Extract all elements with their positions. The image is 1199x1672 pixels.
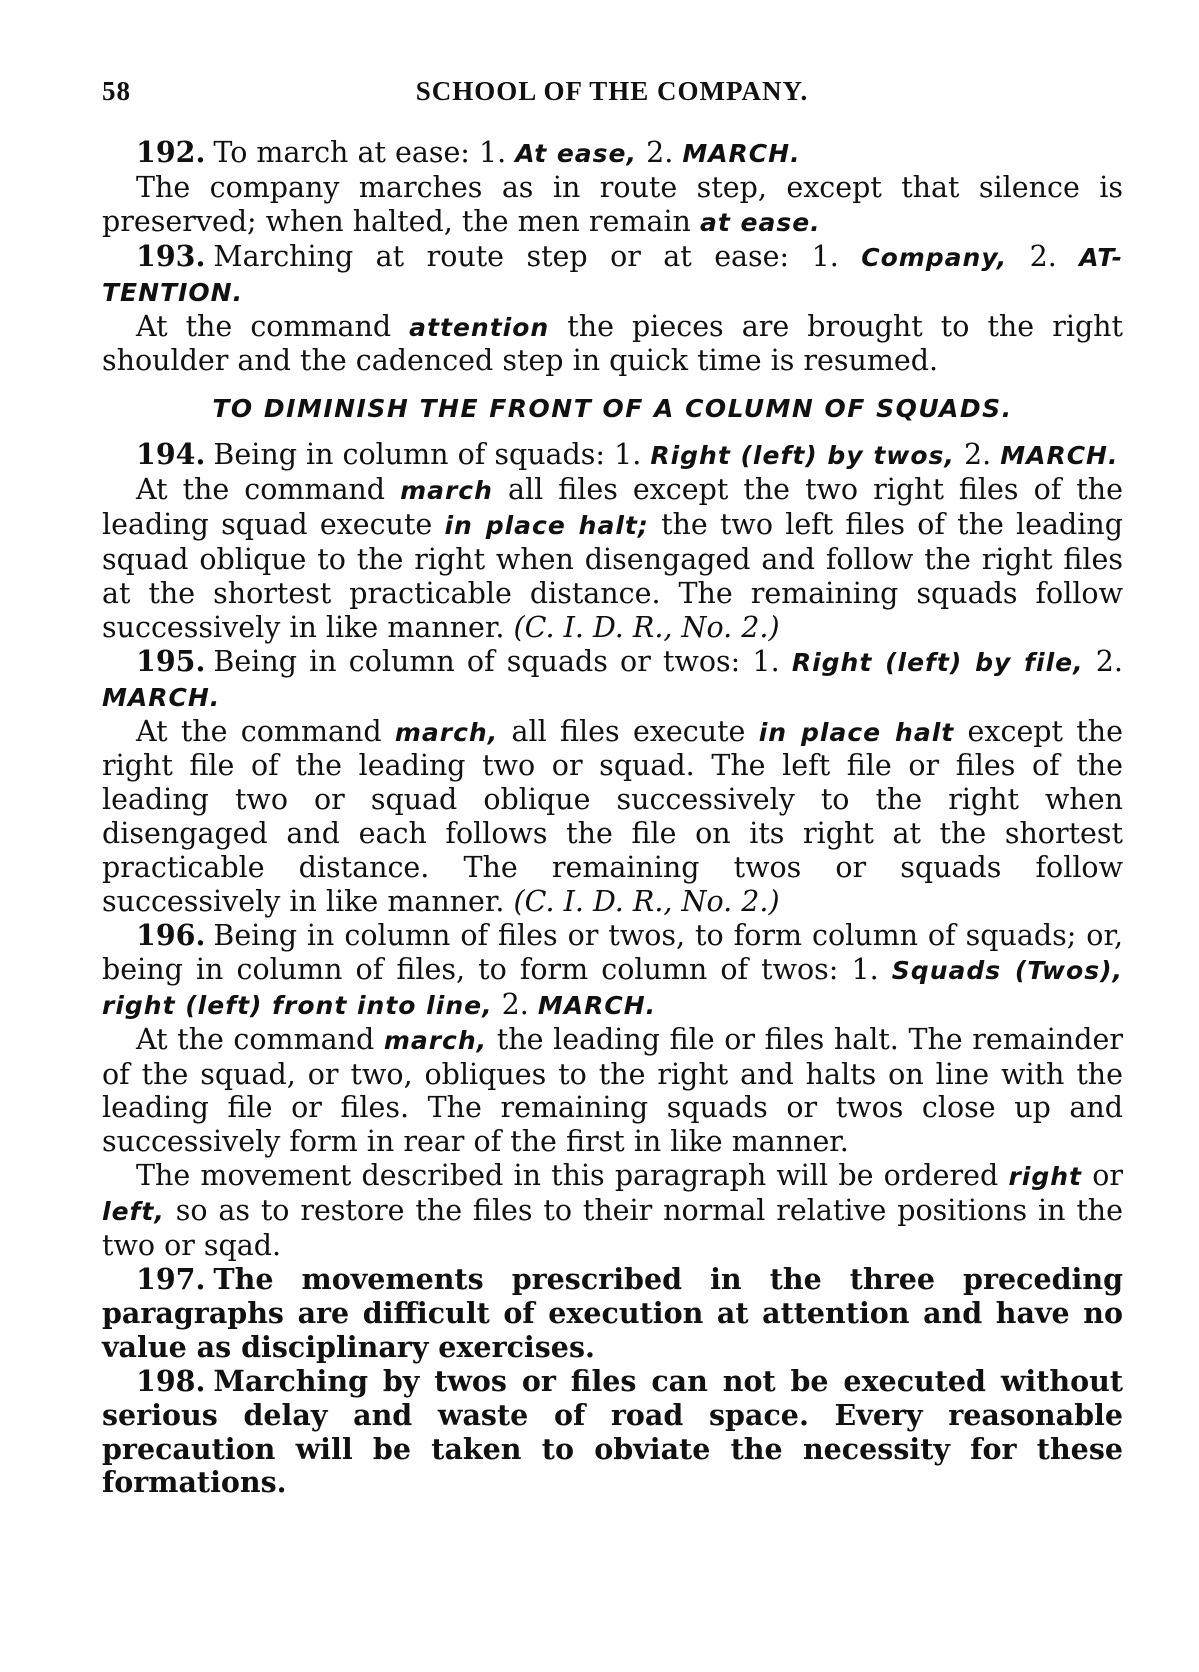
text-run: Marching at route step or at ease: 1. <box>213 239 862 273</box>
running-title: SCHOOL OF THE COMPANY. <box>415 76 809 106</box>
paragraph-193 <box>102 240 1123 310</box>
text-run: At the command <box>136 473 401 507</box>
command-text: left, <box>102 1197 165 1227</box>
paragraph-195-body <box>102 715 1123 919</box>
command-text: Squads (Twos), right (left) front into line, <box>102 955 1123 1020</box>
text-run: At the command <box>136 1022 384 1056</box>
text-run: all files execute <box>498 714 759 748</box>
page-header <box>102 76 1122 116</box>
text-run: The movements prescribed in the three preceding paragraphs are difficult of execution at attention and have no value as disciplinary exercises. <box>102 1262 1123 1364</box>
text-run: the two left files of the leading squad oblique to the right when disengaged and follow the right files at the shortest practicable distance. The remaining squads follow successively in like manner. <box>102 508 1123 644</box>
text-run: The movement described in this paragraph will be ordered <box>136 1159 1009 1193</box>
page-body <box>102 136 1123 1500</box>
text-run: Marching by twos or files can not be executed without serious delay and waste of road space. Every reasonable precaution will be taken to obviate the necessity for these formations. <box>102 1363 1123 1500</box>
command-text: march <box>400 476 493 506</box>
command-text: right <box>1008 1162 1083 1192</box>
paragraph-number: 198. <box>136 1363 206 1398</box>
paragraph-194-body <box>102 473 1123 645</box>
page-number: 58 <box>102 76 131 106</box>
paragraph-number: 193. <box>136 238 206 273</box>
command-text: in place halt; <box>444 511 649 541</box>
text-run: except the right file of the leading two or squad. The left file or files of the leading two or squad oblique successively to the right when disengaged and each follows the file on its right at the shortest practicable distance. The remaining twos or squads follow successively in like manner. <box>102 714 1123 919</box>
paragraph-193-body <box>102 310 1123 379</box>
command-text: attention <box>409 312 550 342</box>
text-run: the pieces are brought to the right shoulder and the cadenced step in quick time is resumed. <box>102 309 1123 378</box>
text-run: the leading file or files halt. The remainder of the squad, or two, obliques to the right and halts on line with the leading file or files. The remaining squads or twos close up and successively form in rear of the first in like manner. <box>102 1022 1123 1159</box>
text-run: 2. <box>1083 644 1123 678</box>
paragraph-196 <box>102 919 1123 1023</box>
command-text: Right (left) by file, <box>791 647 1084 677</box>
command-text: Right (left) by twos, <box>650 441 955 471</box>
text-run: At the command <box>136 309 410 343</box>
command-text: Company, <box>861 242 1008 272</box>
section-heading: TO DIMINISH THE FRONT OF A COLUMN OF SQUADS. <box>212 394 1013 424</box>
paragraph-194 <box>102 438 1123 473</box>
paragraph-number: 197. <box>136 1262 206 1296</box>
paragraph-198 <box>102 1365 1123 1501</box>
reference-citation: (C. I. D. R., No. 2.) <box>513 885 780 919</box>
command-text: At ease, <box>515 139 638 168</box>
text-run: Being in column of files or twos, to form column of squads; or, being in column of files, to form column of twos: 1. <box>102 918 1123 986</box>
paragraph-number: 196. <box>136 917 206 952</box>
text-run: 2. <box>954 438 1001 472</box>
paragraph-192-body <box>102 171 1123 240</box>
paragraph-196-body <box>102 1023 1123 1160</box>
text-run: The company marches as in route step, except that silence is preserved; when halted, the men remain <box>102 170 1123 238</box>
paragraph-192 <box>102 136 1123 171</box>
command-text: AT-TENTION. <box>102 242 1124 307</box>
command-text: MARCH. <box>102 682 221 712</box>
paragraph-number: 195. <box>136 643 206 678</box>
paragraph-number: 192. <box>136 135 206 169</box>
paragraph-195 <box>102 645 1123 715</box>
text-run: Being in column of squads or twos: 1. <box>213 644 792 678</box>
paragraph-number: 194. <box>136 437 206 472</box>
text-run: 2. <box>492 987 538 1021</box>
command-text: march, <box>383 1025 488 1055</box>
text-run: all files except the two right files of the leading squad execute <box>102 473 1123 542</box>
text-run: Being in column of squads: 1. <box>213 438 651 472</box>
text-run: At the command <box>136 714 395 748</box>
text-run: 2. <box>1007 239 1080 273</box>
paragraph-196-note <box>102 1159 1123 1263</box>
command-text: at ease. <box>699 207 821 237</box>
text-run: or <box>1082 1159 1123 1193</box>
text-run: so as to restore the files to their normal relative positions in the two or sqad. <box>102 1194 1123 1263</box>
command-text: MARCH. <box>1000 441 1119 471</box>
paragraph-197 <box>102 1263 1123 1365</box>
command-text: in place halt <box>758 717 955 747</box>
command-text: MARCH. <box>537 990 657 1020</box>
text-run: To march at ease: 1. <box>213 136 516 169</box>
reference-citation: (C. I. D. R., No. 2.) <box>513 610 780 644</box>
command-text: march, <box>394 717 499 747</box>
command-text: MARCH. <box>682 139 801 168</box>
text-run: 2. <box>637 136 683 169</box>
